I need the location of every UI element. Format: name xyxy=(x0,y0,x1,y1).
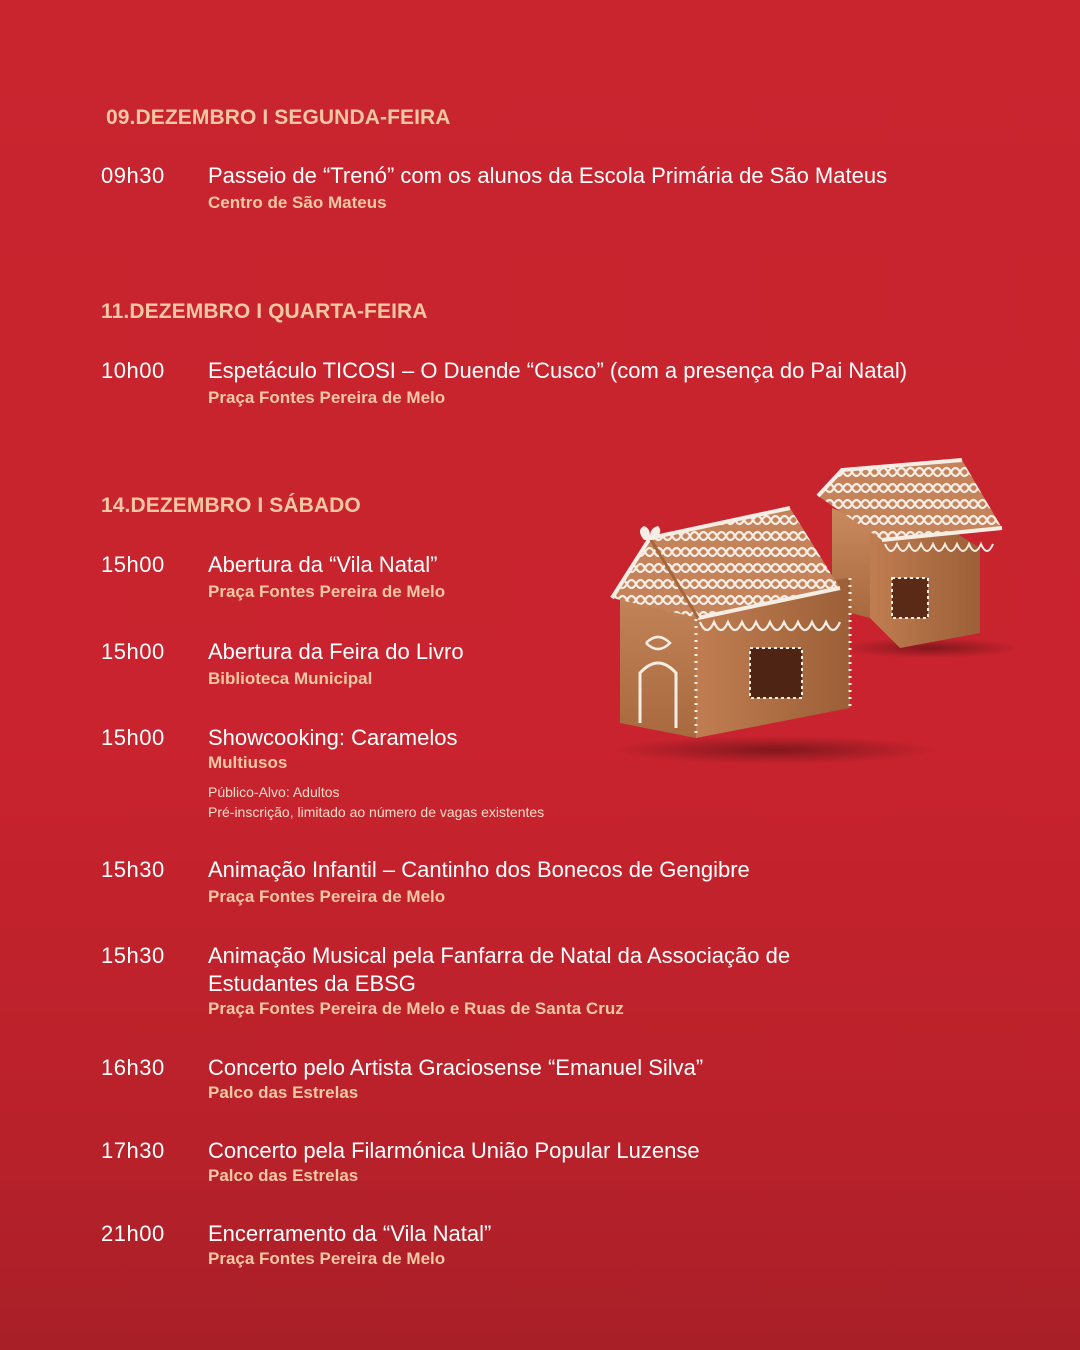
day-heading-09-december: 09.DEZEMBRO I SEGUNDA-FEIRA xyxy=(106,106,451,129)
event-time: 15h00 xyxy=(101,552,165,577)
event-title: Concerto pelo Artista Graciosense “Emanuel Silva” xyxy=(208,1055,704,1080)
event-time: 10h00 xyxy=(101,358,165,383)
event-body xyxy=(208,856,1028,908)
event-venue: Centro de São Mateus xyxy=(208,193,387,212)
event-venue: Praça Fontes Pereira de Melo xyxy=(208,887,446,906)
event-title: Abertura da Feira do Livro xyxy=(208,639,464,664)
event-title: Abertura da “Vila Natal” xyxy=(208,552,438,577)
event-venue: Praça Fontes Pereira de Melo xyxy=(208,1249,446,1268)
event-venue: Praça Fontes Pereira de Melo xyxy=(208,388,446,407)
event-title: Espetáculo TICOSI – O Duende “Cusco” (com a presença do Pai Natal) xyxy=(208,358,908,383)
event-time: 15h30 xyxy=(101,943,165,968)
event-time: 15h00 xyxy=(101,725,165,750)
event-body xyxy=(208,942,1028,1020)
event-title-line-2: Estudantes da EBSG xyxy=(208,971,416,996)
event-title-line-1: Animação Musical pela Fanfarra de Natal da Associação de xyxy=(208,943,791,968)
event-body xyxy=(208,1054,1028,1104)
event-time: 09h30 xyxy=(101,163,165,188)
gingerbread-houses-icon xyxy=(600,448,1020,768)
event-title: Concerto pela Filarmónica União Popular Luzense xyxy=(208,1138,700,1163)
event-time: 17h30 xyxy=(101,1138,165,1163)
event-body xyxy=(208,1220,1028,1270)
event-title: Animação Infantil – Cantinho dos Bonecos de Gengibre xyxy=(208,857,750,882)
event-note-audience: Público-Alvo: Adultos xyxy=(208,784,340,800)
event-venue: Palco das Estrelas xyxy=(208,1166,359,1185)
day-heading-11-december: 11.DEZEMBRO I QUARTA-FEIRA xyxy=(101,300,428,323)
event-notes xyxy=(208,782,1028,822)
event-time: 16h30 xyxy=(101,1055,165,1080)
event-venue: Multiusos xyxy=(208,753,288,772)
event-body xyxy=(208,162,1028,214)
event-venue: Palco das Estrelas xyxy=(208,1083,359,1102)
event-body xyxy=(208,1137,1028,1187)
event-note-registration: Pré-inscrição, limitado ao número de vagas existentes xyxy=(208,804,545,820)
event-venue: Praça Fontes Pereira de Melo xyxy=(208,582,446,601)
day-heading-14-december: 14.DEZEMBRO I SÁBADO xyxy=(101,494,361,517)
event-venue: Praça Fontes Pereira de Melo e Ruas de Santa Cruz xyxy=(208,999,624,1018)
event-title: Showcooking: Caramelos xyxy=(208,725,458,750)
event-time: 15h30 xyxy=(101,857,165,882)
event-venue: Biblioteca Municipal xyxy=(208,669,373,688)
event-time: 15h00 xyxy=(101,639,165,664)
event-title: Passeio de “Trenó” com os alunos da Escola Primária de São Mateus xyxy=(208,163,888,188)
event-time: 21h00 xyxy=(101,1221,165,1246)
event-title: Encerramento da “Vila Natal” xyxy=(208,1221,492,1246)
event-body xyxy=(208,357,1028,409)
